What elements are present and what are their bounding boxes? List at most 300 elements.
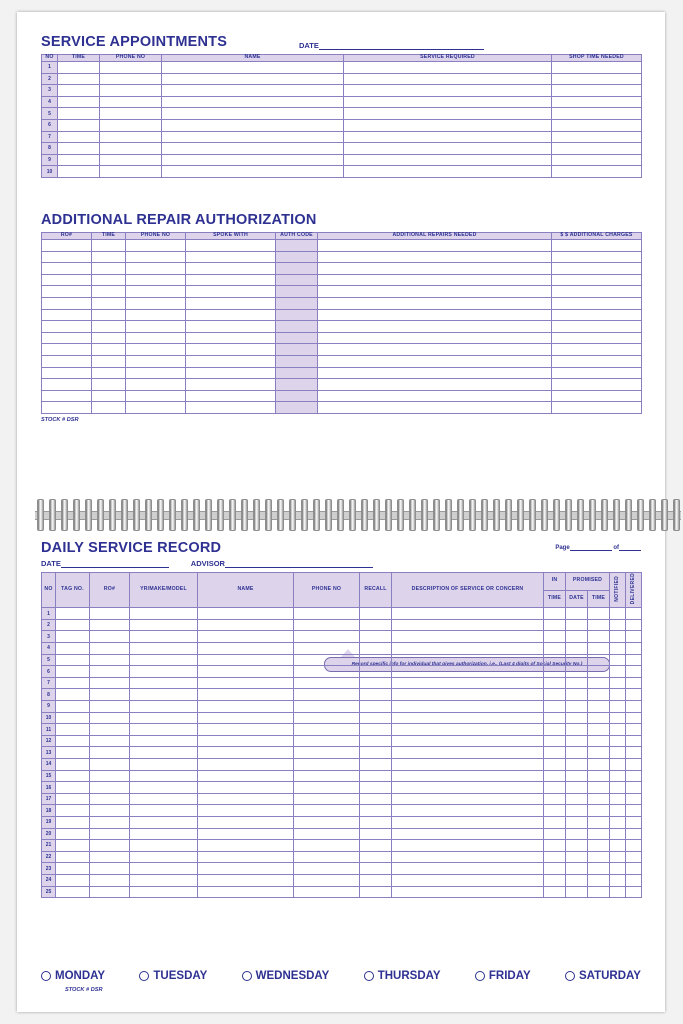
cell-ro[interactable] (90, 608, 130, 620)
cell-phone[interactable] (126, 355, 186, 367)
table-row[interactable] (42, 619, 642, 631)
cell-promised-date[interactable] (566, 874, 588, 886)
cell-delivered[interactable] (626, 689, 642, 701)
cell-vehicle[interactable] (130, 805, 198, 817)
cell-promised-time[interactable] (588, 677, 610, 689)
cell-time[interactable] (92, 297, 126, 309)
cell-auth-code[interactable] (276, 263, 318, 275)
cell-ro[interactable] (90, 816, 130, 828)
cell-shoptime[interactable] (552, 119, 642, 131)
cell-auth-code[interactable] (276, 390, 318, 402)
cell-promised-time[interactable] (588, 863, 610, 875)
advisor-line[interactable] (225, 558, 373, 568)
table-row[interactable] (42, 73, 642, 85)
table-row[interactable] (42, 724, 642, 736)
cell-promised-date[interactable] (566, 735, 588, 747)
cell-description[interactable] (392, 816, 544, 828)
cell-ro[interactable] (90, 724, 130, 736)
cell-repairs[interactable] (318, 321, 552, 333)
cell-repairs[interactable] (318, 263, 552, 275)
table-row[interactable] (42, 251, 642, 263)
table-row[interactable] (42, 321, 642, 333)
cell-name[interactable] (162, 131, 344, 143)
table-row[interactable] (42, 154, 642, 166)
radio-icon[interactable] (41, 971, 51, 981)
cell-vehicle[interactable] (130, 689, 198, 701)
cell-charges[interactable] (552, 297, 642, 309)
cell-notified[interactable] (610, 851, 626, 863)
cell-vehicle[interactable] (130, 782, 198, 794)
cell-phone[interactable] (294, 793, 360, 805)
table-row[interactable] (42, 631, 642, 643)
table-row[interactable] (42, 108, 642, 120)
cell-phone[interactable] (294, 828, 360, 840)
cell-ro[interactable] (90, 805, 130, 817)
cell-ro[interactable] (90, 701, 130, 713)
cell-phone[interactable] (100, 119, 162, 131)
table-row[interactable] (42, 770, 642, 782)
cell-notified[interactable] (610, 631, 626, 643)
cell-vehicle[interactable] (130, 747, 198, 759)
cell-description[interactable] (392, 677, 544, 689)
cell-notified[interactable] (610, 886, 626, 898)
cell-promised-date[interactable] (566, 608, 588, 620)
cell-spoke-with[interactable] (186, 239, 276, 251)
cell-name[interactable] (198, 793, 294, 805)
cell-in-time[interactable] (544, 759, 566, 771)
cell-phone[interactable] (126, 251, 186, 263)
cell-notified[interactable] (610, 828, 626, 840)
cell-time[interactable] (92, 332, 126, 344)
cell-description[interactable] (392, 608, 544, 620)
cell-notified[interactable] (610, 654, 626, 666)
cell-service[interactable] (344, 73, 552, 85)
cell-repairs[interactable] (318, 355, 552, 367)
cell-description[interactable] (392, 724, 544, 736)
cell-charges[interactable] (552, 263, 642, 275)
cell-auth-code[interactable] (276, 251, 318, 263)
cell-vehicle[interactable] (130, 677, 198, 689)
cell-phone[interactable] (100, 73, 162, 85)
cell-notified[interactable] (610, 816, 626, 828)
cell-name[interactable] (198, 863, 294, 875)
cell-phone[interactable] (100, 96, 162, 108)
cell-promised-date[interactable] (566, 782, 588, 794)
cell-promised-time[interactable] (588, 874, 610, 886)
cell-description[interactable] (392, 631, 544, 643)
cell-spoke-with[interactable] (186, 390, 276, 402)
table-row[interactable] (42, 677, 642, 689)
cell-service[interactable] (344, 108, 552, 120)
cell-name[interactable] (162, 166, 344, 178)
table-row[interactable] (42, 286, 642, 298)
cell-ro[interactable] (90, 747, 130, 759)
table-row[interactable] (42, 863, 642, 875)
cell-promised-time[interactable] (588, 654, 610, 666)
cell-phone[interactable] (100, 154, 162, 166)
cell-repairs[interactable] (318, 239, 552, 251)
cell-promised-date[interactable] (566, 886, 588, 898)
cell-delivered[interactable] (626, 608, 642, 620)
table-row[interactable] (42, 96, 642, 108)
cell-in-time[interactable] (544, 631, 566, 643)
cell-tag[interactable] (56, 816, 90, 828)
cell-time[interactable] (92, 390, 126, 402)
cell-time[interactable] (92, 274, 126, 286)
cell-delivered[interactable] (626, 805, 642, 817)
cell-delivered[interactable] (626, 840, 642, 852)
cell-ro[interactable] (90, 735, 130, 747)
cell-repairs[interactable] (318, 251, 552, 263)
table-row[interactable] (42, 816, 642, 828)
cell-tag[interactable] (56, 863, 90, 875)
cell-vehicle[interactable] (130, 735, 198, 747)
cell-notified[interactable] (610, 863, 626, 875)
cell-phone[interactable] (294, 747, 360, 759)
cell-ro[interactable] (42, 321, 92, 333)
cell-time[interactable] (58, 166, 100, 178)
cell-time[interactable] (92, 367, 126, 379)
cell-phone[interactable] (294, 643, 360, 655)
cell-time[interactable] (92, 286, 126, 298)
cell-tag[interactable] (56, 735, 90, 747)
table-row[interactable] (42, 689, 642, 701)
cell-ro[interactable] (90, 886, 130, 898)
cell-delivered[interactable] (626, 619, 642, 631)
cell-recall[interactable] (360, 712, 392, 724)
cell-in-time[interactable] (544, 886, 566, 898)
cell-delivered[interactable] (626, 631, 642, 643)
cell-time[interactable] (92, 309, 126, 321)
cell-name[interactable] (198, 666, 294, 678)
cell-delivered[interactable] (626, 874, 642, 886)
cell-name[interactable] (198, 689, 294, 701)
cell-ro[interactable] (90, 712, 130, 724)
cell-recall[interactable] (360, 851, 392, 863)
cell-description[interactable] (392, 874, 544, 886)
cell-promised-date[interactable] (566, 770, 588, 782)
table-row[interactable] (42, 143, 642, 155)
cell-recall[interactable] (360, 770, 392, 782)
cell-name[interactable] (162, 143, 344, 155)
cell-description[interactable] (392, 666, 544, 678)
cell-auth-code[interactable] (276, 344, 318, 356)
cell-description[interactable] (392, 689, 544, 701)
cell-in-time[interactable] (544, 689, 566, 701)
cell-recall[interactable] (360, 874, 392, 886)
cell-phone[interactable] (294, 608, 360, 620)
cell-service[interactable] (344, 131, 552, 143)
cell-vehicle[interactable] (130, 666, 198, 678)
radio-icon[interactable] (364, 971, 374, 981)
cell-notified[interactable] (610, 619, 626, 631)
cell-ro[interactable] (42, 344, 92, 356)
cell-ro[interactable] (42, 367, 92, 379)
cell-in-time[interactable] (544, 677, 566, 689)
cell-ro[interactable] (42, 379, 92, 391)
cell-name[interactable] (198, 759, 294, 771)
table-row[interactable] (42, 643, 642, 655)
cell-promised-time[interactable] (588, 747, 610, 759)
cell-recall[interactable] (360, 666, 392, 678)
cell-phone[interactable] (294, 735, 360, 747)
cell-in-time[interactable] (544, 654, 566, 666)
cell-phone[interactable] (126, 332, 186, 344)
day-option-friday[interactable] (475, 970, 531, 982)
cell-in-time[interactable] (544, 793, 566, 805)
cell-ro[interactable] (90, 619, 130, 631)
table-row[interactable] (42, 379, 642, 391)
cell-in-time[interactable] (544, 874, 566, 886)
cell-name[interactable] (198, 782, 294, 794)
cell-promised-date[interactable] (566, 631, 588, 643)
cell-promised-time[interactable] (588, 828, 610, 840)
cell-name[interactable] (198, 724, 294, 736)
cell-promised-date[interactable] (566, 619, 588, 631)
cell-promised-time[interactable] (588, 689, 610, 701)
cell-notified[interactable] (610, 643, 626, 655)
table-row[interactable] (42, 886, 642, 898)
cell-delivered[interactable] (626, 816, 642, 828)
table-row[interactable] (42, 332, 642, 344)
cell-ro[interactable] (42, 332, 92, 344)
cell-tag[interactable] (56, 759, 90, 771)
cell-promised-date[interactable] (566, 654, 588, 666)
cell-phone[interactable] (294, 631, 360, 643)
cell-name[interactable] (162, 85, 344, 97)
cell-spoke-with[interactable] (186, 286, 276, 298)
cell-name[interactable] (162, 154, 344, 166)
cell-ro[interactable] (42, 309, 92, 321)
cell-ro[interactable] (42, 251, 92, 263)
cell-tag[interactable] (56, 643, 90, 655)
cell-name[interactable] (198, 654, 294, 666)
cell-spoke-with[interactable] (186, 297, 276, 309)
page-total-line[interactable] (619, 542, 641, 551)
cell-delivered[interactable] (626, 782, 642, 794)
cell-promised-time[interactable] (588, 666, 610, 678)
cell-spoke-with[interactable] (186, 274, 276, 286)
cell-vehicle[interactable] (130, 828, 198, 840)
cell-shoptime[interactable] (552, 85, 642, 97)
cell-notified[interactable] (610, 747, 626, 759)
cell-charges[interactable] (552, 251, 642, 263)
day-option-wednesday[interactable] (242, 970, 330, 982)
cell-in-time[interactable] (544, 701, 566, 713)
cell-ro[interactable] (42, 239, 92, 251)
cell-time[interactable] (58, 131, 100, 143)
cell-name[interactable] (198, 805, 294, 817)
cell-delivered[interactable] (626, 677, 642, 689)
cell-repairs[interactable] (318, 402, 552, 414)
cell-tag[interactable] (56, 840, 90, 852)
cell-notified[interactable] (610, 874, 626, 886)
cell-description[interactable] (392, 747, 544, 759)
cell-phone[interactable] (294, 782, 360, 794)
cell-name[interactable] (162, 73, 344, 85)
cell-recall[interactable] (360, 619, 392, 631)
cell-spoke-with[interactable] (186, 402, 276, 414)
cell-name[interactable] (198, 677, 294, 689)
cell-recall[interactable] (360, 863, 392, 875)
cell-ro[interactable] (90, 770, 130, 782)
cell-ro[interactable] (90, 666, 130, 678)
cell-shoptime[interactable] (552, 143, 642, 155)
cell-auth-code[interactable] (276, 321, 318, 333)
cell-spoke-with[interactable] (186, 355, 276, 367)
cell-description[interactable] (392, 840, 544, 852)
cell-shoptime[interactable] (552, 108, 642, 120)
cell-repairs[interactable] (318, 274, 552, 286)
cell-vehicle[interactable] (130, 631, 198, 643)
cell-repairs[interactable] (318, 390, 552, 402)
cell-notified[interactable] (610, 840, 626, 852)
cell-notified[interactable] (610, 701, 626, 713)
cell-name[interactable] (162, 108, 344, 120)
cell-ro[interactable] (90, 782, 130, 794)
cell-charges[interactable] (552, 390, 642, 402)
cell-auth-code[interactable] (276, 309, 318, 321)
cell-promised-date[interactable] (566, 805, 588, 817)
cell-charges[interactable] (552, 321, 642, 333)
table-row[interactable] (42, 344, 642, 356)
cell-in-time[interactable] (544, 735, 566, 747)
cell-auth-code[interactable] (276, 274, 318, 286)
cell-auth-code[interactable] (276, 355, 318, 367)
cell-charges[interactable] (552, 379, 642, 391)
cell-time[interactable] (92, 251, 126, 263)
table-row[interactable] (42, 782, 642, 794)
cell-phone[interactable] (100, 166, 162, 178)
cell-notified[interactable] (610, 666, 626, 678)
table-row[interactable] (42, 309, 642, 321)
table-row[interactable] (42, 840, 642, 852)
cell-tag[interactable] (56, 619, 90, 631)
table-row[interactable] (42, 828, 642, 840)
cell-vehicle[interactable] (130, 619, 198, 631)
cell-ro[interactable] (90, 759, 130, 771)
cell-ro[interactable] (90, 677, 130, 689)
cell-tag[interactable] (56, 747, 90, 759)
cell-charges[interactable] (552, 309, 642, 321)
cell-in-time[interactable] (544, 770, 566, 782)
cell-name[interactable] (198, 643, 294, 655)
cell-promised-time[interactable] (588, 840, 610, 852)
cell-promised-time[interactable] (588, 631, 610, 643)
cell-service[interactable] (344, 61, 552, 73)
cell-promised-time[interactable] (588, 724, 610, 736)
cell-service[interactable] (344, 154, 552, 166)
cell-charges[interactable] (552, 367, 642, 379)
cell-charges[interactable] (552, 286, 642, 298)
cell-repairs[interactable] (318, 367, 552, 379)
cell-tag[interactable] (56, 666, 90, 678)
cell-notified[interactable] (610, 759, 626, 771)
cell-auth-code[interactable] (276, 367, 318, 379)
cell-description[interactable] (392, 770, 544, 782)
cell-recall[interactable] (360, 701, 392, 713)
cell-promised-date[interactable] (566, 793, 588, 805)
cell-spoke-with[interactable] (186, 379, 276, 391)
cell-description[interactable] (392, 886, 544, 898)
cell-name[interactable] (198, 828, 294, 840)
cell-notified[interactable] (610, 805, 626, 817)
cell-delivered[interactable] (626, 724, 642, 736)
cell-description[interactable] (392, 805, 544, 817)
cell-phone[interactable] (294, 805, 360, 817)
cell-notified[interactable] (610, 782, 626, 794)
cell-name[interactable] (198, 735, 294, 747)
cell-phone[interactable] (294, 816, 360, 828)
cell-recall[interactable] (360, 724, 392, 736)
cell-auth-code[interactable] (276, 379, 318, 391)
cell-recall[interactable] (360, 654, 392, 666)
cell-recall[interactable] (360, 840, 392, 852)
cell-ro[interactable] (42, 390, 92, 402)
cell-delivered[interactable] (626, 654, 642, 666)
cell-recall[interactable] (360, 828, 392, 840)
cell-shoptime[interactable] (552, 154, 642, 166)
cell-vehicle[interactable] (130, 851, 198, 863)
cell-time[interactable] (92, 344, 126, 356)
cell-promised-date[interactable] (566, 851, 588, 863)
table-row[interactable] (42, 390, 642, 402)
cell-name[interactable] (198, 608, 294, 620)
cell-promised-date[interactable] (566, 666, 588, 678)
cell-tag[interactable] (56, 828, 90, 840)
table-row[interactable] (42, 239, 642, 251)
cell-promised-date[interactable] (566, 689, 588, 701)
table-row[interactable] (42, 793, 642, 805)
cell-phone[interactable] (294, 689, 360, 701)
table-row[interactable] (42, 874, 642, 886)
cell-delivered[interactable] (626, 886, 642, 898)
cell-ro[interactable] (42, 263, 92, 275)
cell-phone[interactable] (294, 770, 360, 782)
cell-in-time[interactable] (544, 712, 566, 724)
cell-name[interactable] (162, 61, 344, 73)
cell-promised-time[interactable] (588, 619, 610, 631)
cell-promised-date[interactable] (566, 677, 588, 689)
cell-in-time[interactable] (544, 805, 566, 817)
cell-service[interactable] (344, 85, 552, 97)
cell-phone[interactable] (294, 666, 360, 678)
cell-description[interactable] (392, 759, 544, 771)
cell-in-time[interactable] (544, 643, 566, 655)
cell-tag[interactable] (56, 724, 90, 736)
cell-delivered[interactable] (626, 863, 642, 875)
cell-phone[interactable] (294, 654, 360, 666)
cell-name[interactable] (198, 874, 294, 886)
cell-auth-code[interactable] (276, 402, 318, 414)
cell-vehicle[interactable] (130, 886, 198, 898)
cell-spoke-with[interactable] (186, 367, 276, 379)
cell-delivered[interactable] (626, 793, 642, 805)
table-row[interactable] (42, 747, 642, 759)
cell-phone[interactable] (126, 321, 186, 333)
cell-shoptime[interactable] (552, 73, 642, 85)
cell-delivered[interactable] (626, 747, 642, 759)
cell-phone[interactable] (100, 61, 162, 73)
cell-service[interactable] (344, 143, 552, 155)
cell-time[interactable] (58, 143, 100, 155)
cell-in-time[interactable] (544, 840, 566, 852)
cell-charges[interactable] (552, 402, 642, 414)
cell-service[interactable] (344, 119, 552, 131)
cell-notified[interactable] (610, 770, 626, 782)
cell-in-time[interactable] (544, 816, 566, 828)
cell-vehicle[interactable] (130, 793, 198, 805)
